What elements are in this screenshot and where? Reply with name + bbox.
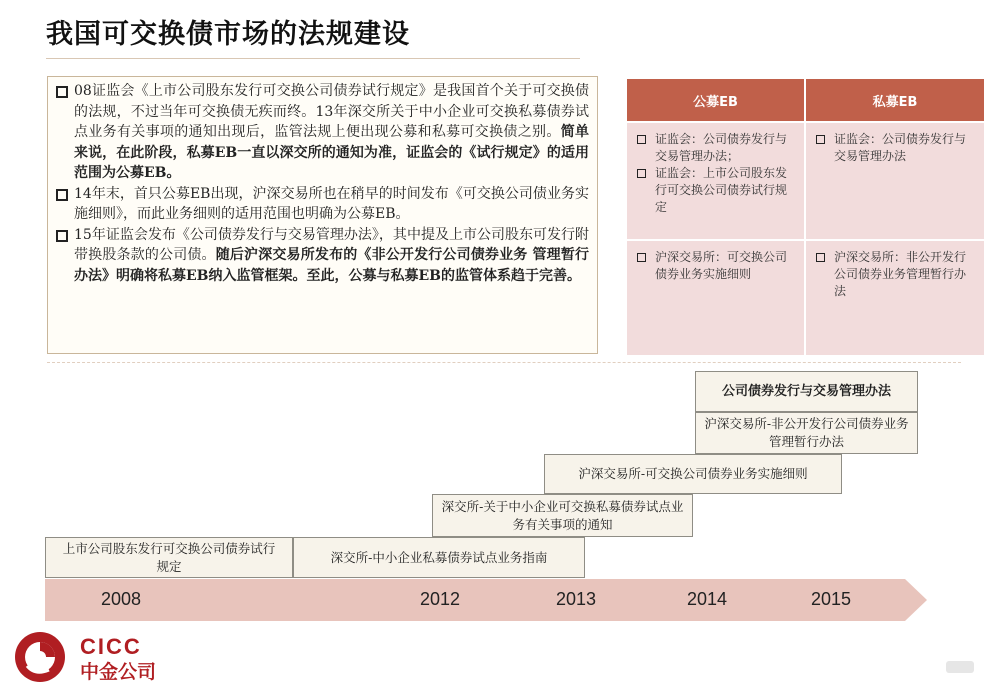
cicc-logo-icon — [13, 630, 75, 684]
cell-text: 证监会：上市公司股东发行可交换公司债券试行规定 — [655, 166, 788, 214]
table-header-private-eb: 私募EB — [806, 79, 984, 121]
cell-text: 沪深交易所：非公开发行公司债券业务管理暂行办法 — [834, 250, 967, 298]
summary-paragraph-1 — [56, 81, 589, 184]
list-item — [637, 165, 796, 216]
summary-text-box — [47, 76, 598, 354]
timeline-arrow — [45, 579, 927, 621]
square-bullet-icon — [637, 135, 646, 144]
table-header-public-eb: 公募EB — [627, 79, 804, 121]
square-bullet-icon — [56, 86, 68, 98]
summary-p2-text: 14年末，首只公募EB出现，沪深交易所也在稍早的时间发布《可交换公司债业务实施细则》，而此业务细则的适用范围也明确为公募EB。 — [74, 185, 589, 222]
cell-text: 证监会：公司债券发行与交易管理办法 — [834, 132, 967, 163]
table-cell-private-csrc — [806, 123, 984, 239]
square-bullet-icon — [56, 230, 68, 242]
year-label-2008: 2008 — [101, 589, 142, 609]
timeline-box-2012: 深交所-中小企业私募债券试点业务指南 — [293, 537, 585, 578]
section-divider — [47, 362, 961, 363]
year-label-2015: 2015 — [811, 589, 852, 609]
timeline-box-2008: 上市公司股东发行可交换公司债券试行规定 — [45, 537, 293, 578]
corner-widget — [946, 661, 974, 673]
table-cell-public-csrc — [627, 123, 804, 239]
year-label-2012: 2012 — [420, 589, 461, 609]
list-item — [816, 131, 976, 165]
list-item — [816, 249, 976, 300]
square-bullet-icon — [816, 135, 825, 144]
table-cell-private-exchange — [806, 241, 984, 355]
summary-p1-emphasis: 简单来说，在此阶段，私募EB一直以深交所的通知为准，证监会的《试行规定》的适用范围为公募EB。 — [74, 124, 590, 181]
page-title: 我国可交换债市场的法规建设 — [46, 19, 410, 50]
square-bullet-icon — [637, 253, 646, 262]
year-label-2013: 2013 — [556, 589, 597, 609]
summary-paragraph-3 — [56, 225, 589, 287]
title-underline — [46, 58, 580, 59]
logo-text-en: CICC — [80, 634, 142, 659]
timeline-arrow-shape — [45, 579, 927, 621]
cell-text: 证监会：公司债券发行与交易管理办法； — [655, 132, 788, 163]
square-bullet-icon — [56, 189, 68, 201]
summary-p3-text: 15年证监会发布《公司债券发行与交易管理办法》，其中提及上市公司股东可发行附带换股条款的公司债。 — [74, 226, 589, 263]
table-cell-public-exchange — [627, 241, 804, 355]
summary-p1-text: 08证监会《上市公司股东发行可交换公司债券试行规定》是我国首个关于可交换债的法规，不过当年可交换债无疾而终。13年深交所关于中小企业可交换私募债券试点业务有关事项的通知出现后，监管法规上便出现公募和私募可交换债之别。 — [74, 83, 589, 140]
timeline-box-2013: 深交所-关于中小企业可交换私募债券试点业务有关事项的通知 — [432, 494, 693, 537]
list-item — [637, 249, 796, 283]
logo-text-cn: 中金公司 — [80, 661, 157, 683]
list-item — [637, 131, 796, 165]
cell-text: 沪深交易所：可交换公司债券业务实施细则 — [655, 250, 788, 281]
square-bullet-icon — [637, 169, 646, 178]
summary-p3-emphasis: 随后沪深交易所发布的《非公开发行公司债券业务 管理暂行办法》明确将私募EB纳入监管框架。至此，公募与私募EB的监管体系趋于完善。 — [74, 247, 589, 284]
timeline-box-2014: 沪深交易所-可交换公司债券业务实施细则 — [544, 454, 842, 494]
eb-regulation-table — [627, 79, 984, 355]
timeline-box-2015-exchange: 沪深交易所-非公开发行公司债券业务管理暂行办法 — [695, 412, 918, 454]
summary-paragraph-2 — [56, 184, 589, 225]
year-label-2014: 2014 — [687, 589, 728, 609]
timeline-box-2015-regulation: 公司债券发行与交易管理办法 — [695, 371, 918, 412]
square-bullet-icon — [816, 253, 825, 262]
